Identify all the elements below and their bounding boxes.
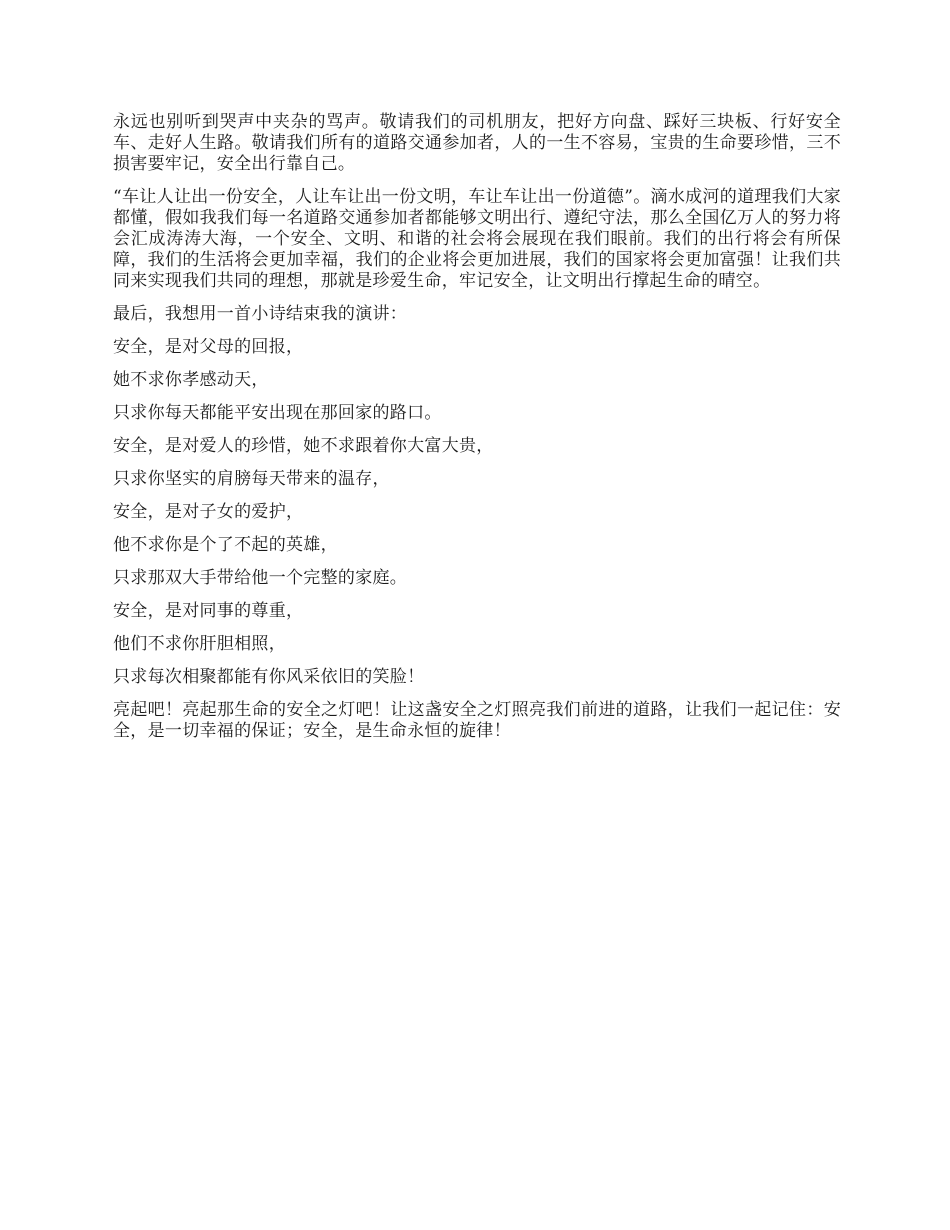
poem-line: 安全，是对父母的回报， — [113, 337, 304, 357]
poem-line: 只求每次相聚都能有你风采依旧的笑脸！ — [113, 667, 425, 687]
poem-line: 安全，是对同事的尊重， — [113, 601, 304, 621]
poem-line: 安全，是对爱人的珍惜，她不求跟着你大富大贵， — [113, 436, 494, 456]
poem-line: 只求你坚实的肩膀每天带来的温存， — [113, 469, 390, 489]
poem-line: 只求那双大手带给他一个完整的家庭。 — [113, 568, 408, 588]
poem-line: 只求你每天都能平安出现在那回家的路口。 — [113, 403, 442, 423]
poem-line: 他们不求你肝胆相照， — [113, 634, 286, 654]
paragraph-closing: 亮起吧！亮起那生命的安全之灯吧！让这盏安全之灯照亮我们前进的道路，让我们一起记住：安全，是一切幸福的保证；安全，是生命永恒的旋律！ — [113, 700, 841, 741]
paragraph-driver-appeal: 永远也别听到哭声中夹杂的骂声。敬请我们的司机朋友，把好方向盘、踩好三块板、行好安全车、走好人生路。敬请我们所有的道路交通参加者，人的一生不容易，宝贵的生命要珍惜，三不损害要牢记，安全出行靠自己。 — [113, 112, 841, 174]
paragraph-civility-motto: “车让人让出一份安全，人让车让出一份文明，车让车让出一份道德”。滴水成河的道理我们大家都懂，假如我我们每一名道路交通参加者都能够文明出行、遵纪守法，那么全国亿万人的努力将会汇成涛涛大海，一个安全、文明、和谐的社会将会展现在我们眼前。我们的出行将会有所保障，我们的生活将会更加幸福，我们的企业将会更加进展，我们的国家将会更加富强！让我们共同来实现我们共同的理想，那就是珍爱生命，牢记安全，让文明出行撑起生命的晴空。 — [113, 187, 841, 291]
paragraph-poem-intro: 最后，我想用一首小诗结束我的演讲： — [113, 304, 408, 324]
document-page — [113, 112, 841, 754]
poem-line: 他不求你是个了不起的英雄， — [113, 535, 338, 555]
poem-line: 安全，是对子女的爱护， — [113, 502, 304, 522]
poem-line: 她不求你孝感动天， — [113, 370, 269, 390]
